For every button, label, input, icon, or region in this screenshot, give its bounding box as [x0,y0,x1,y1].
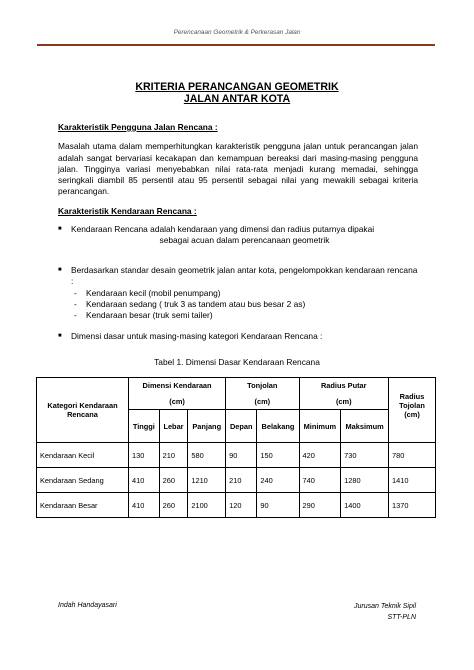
footer-affiliation [354,601,416,623]
bullet-text: Berdasarkan standar desain geometrik jalan antar kota, pengelompokkan kendaraan rencana : [71,265,418,287]
footer-department: Jurusan Teknik Sipil [354,603,416,610]
bullet-line-2: sebagai acuan dalam perencanaan geometrik [159,235,330,246]
footer-author: Indah Handayasari [58,602,117,609]
cell-value: 410 [129,493,160,518]
section-heading-users: Karakteristik Pengguna Jalan Rencana : [58,122,218,132]
list-item [58,310,418,321]
header-maximum: Maksimum [341,410,389,443]
table-caption: Tabel 1. Dimensi Dasar Kendaraan Rencana [154,357,320,367]
header-front: Depan [226,410,257,443]
header-group-turning-radius: Radius Putar [299,378,389,394]
header-category: Kategori Kendaraan Rencana [37,378,129,443]
cell-value: 90 [226,443,257,468]
list-item [58,288,418,299]
bullet-text: Dimensi dasar untuk masing-masing kategori Kendaraan Rencana : [71,331,323,341]
bullet-line-1: Kendaraan Rencana adalah kendaraan yang dimensi dan radius putarnya dipakai [71,224,375,234]
cell-value: 1410 [389,468,436,493]
header-overhang-radius: Radius Tojolan [389,378,436,410]
header-minimum: Minimum [299,410,341,443]
unit-turning-radius: (cm) [299,394,389,410]
title-line-1: KRITERIA PERANCANGAN GEOMETRIK [135,81,339,93]
unit-overhang-radius: (cm) [389,410,436,443]
dash-icon: - [74,298,77,309]
cell-value: 210 [159,443,188,468]
cell-value: 150 [257,443,299,468]
cell-value: 1400 [341,493,389,518]
list-item [58,299,418,310]
cell-value: 210 [226,468,257,493]
list-item-text: Kendaraan kecil (mobil penumpang) [86,287,221,298]
bullet-icon: ■ [58,226,62,232]
header-rear: Belakang [257,410,299,443]
cell-value: 1370 [389,493,436,518]
cell-category: Kendaraan Besar [37,493,129,518]
header-group-overhang: Tonjolan [226,378,299,394]
table-row [37,468,436,493]
unit-overhang: (cm) [226,394,299,410]
cell-value: 780 [389,443,436,468]
cell-value: 260 [159,493,188,518]
section-vehicle-heading-block [58,206,418,217]
cell-value: 580 [188,443,226,468]
section-heading-vehicles: Karakteristik Kendaraan Rencana : [58,206,197,216]
header-width: Lebar [159,410,188,443]
cell-value: 2100 [188,493,226,518]
bullet-grouping [58,265,418,321]
list-item-text: Kendaraan besar (truk semi tailer) [86,310,213,321]
cell-value: 420 [299,443,341,468]
dash-icon: - [74,287,77,298]
cell-value: 730 [341,443,389,468]
bullet-icon: ■ [58,333,62,339]
cell-value: 260 [159,468,188,493]
list-item-text: Kendaraan sedang ( truk 3 as tandem atau bus besar 2 as) [86,298,306,309]
cell-value: 410 [129,468,160,493]
cell-value: 1210 [188,468,226,493]
cell-category: Kendaraan Sedang [37,468,129,493]
bullet-icon: ■ [58,267,62,273]
vehicle-category-list [58,288,418,322]
bullet-text [71,224,418,247]
cell-value: 1280 [341,468,389,493]
paragraph-users: Masalah utama dalam memperhitungkan karakteristik pengguna jalan untuk perancangan jalan adalah sangat bervariasi kecakapan dan kemampuan bereaksi dari masing-masing pengguna jalan. Tingginya variasi menyebabkan nilai rata-rata menjadi kurang memadai, sehingga seringkali diambil 85 persentil atau 95 persentil sebagai nilai yang mewakili sebagai kriteria perancangan. [58,141,418,197]
cell-value: 290 [299,493,341,518]
unit-dimensions: (cm) [129,394,226,410]
running-header: Perencanaan Geometrik & Perkerasan Jalan [173,29,301,36]
cell-category: Kendaraan Kecil [37,443,129,468]
cell-value: 740 [299,468,341,493]
dash-icon: - [74,310,77,321]
table-row [37,443,436,468]
table-row [37,493,436,518]
bullet-design-vehicle [58,224,418,247]
section-user-characteristics [58,122,418,198]
vehicle-dimension-table [36,377,436,518]
header-length: Panjang [188,410,226,443]
header-divider [37,44,435,46]
header-height: Tinggi [129,410,160,443]
cell-value: 90 [257,493,299,518]
document-title [0,81,474,105]
cell-value: 240 [257,468,299,493]
title-line-2: JALAN ANTAR KOTA [183,93,291,105]
footer-institution: STT-PLN [387,614,416,621]
header-group-dimensions: Dimensi Kendaraan [129,378,226,394]
cell-value: 130 [129,443,160,468]
cell-value: 120 [226,493,257,518]
bullet-dimensions [58,331,418,342]
